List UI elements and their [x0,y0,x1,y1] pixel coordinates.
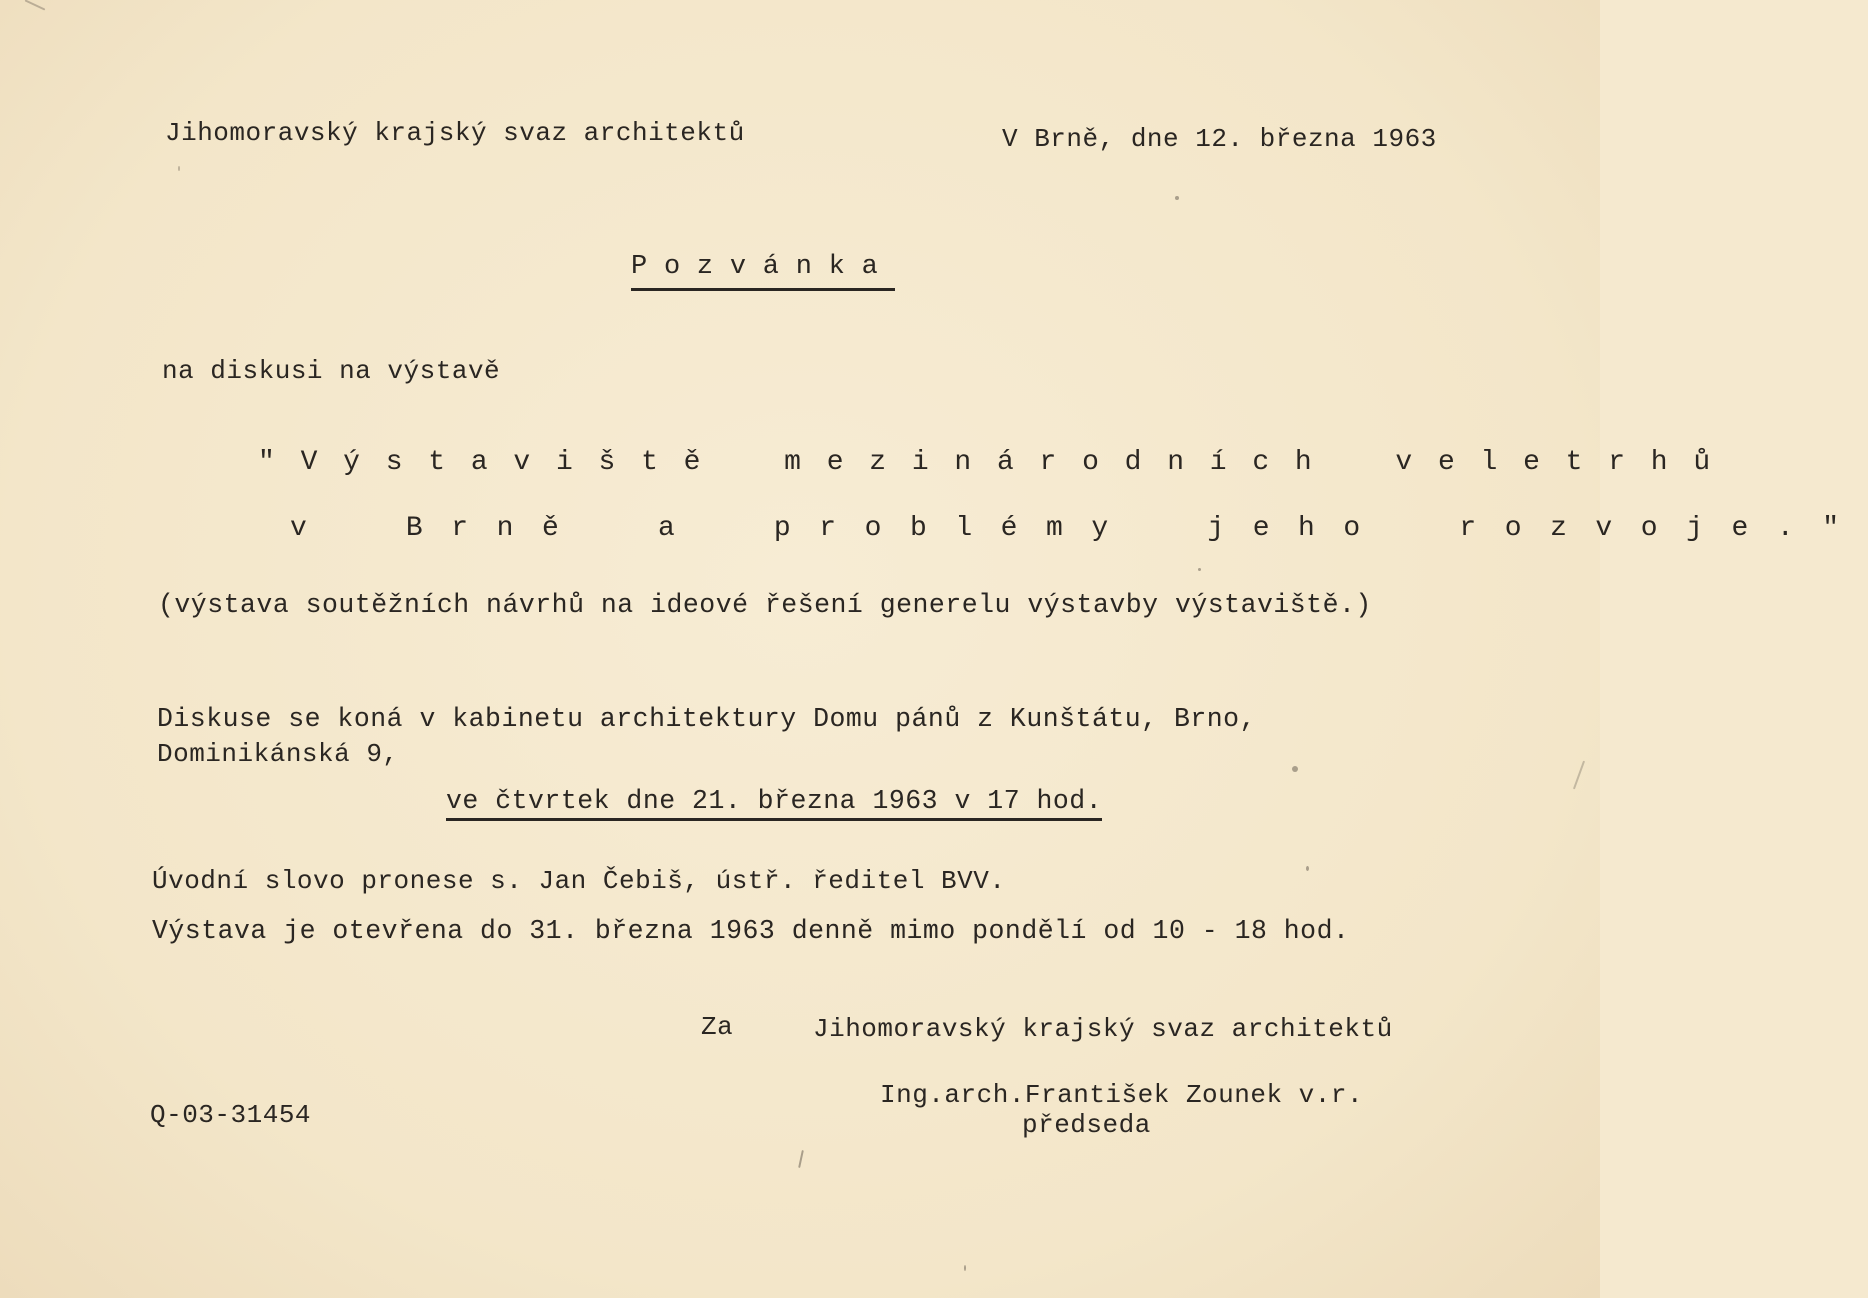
signature-organization: Jihomoravský krajský svaz architektů [813,1014,1393,1044]
paper-speck [1198,568,1201,571]
paper-speck [1573,761,1585,790]
intro-text: na diskusi na výstavě [162,356,501,386]
paper-speck [1306,866,1309,871]
header-place-date: V Brně, dne 12. března 1963 [1002,124,1437,154]
exhibition-title-line2: v Brně a problémy jeho rozvoje." [290,513,1868,544]
exhibition-title-line1: "Výstaviště mezinárodních veletrhů [258,447,1736,478]
paper-speck [178,166,180,171]
paper-speck [25,0,46,11]
signature-za: Za [701,1012,734,1042]
exhibition-hours: Výstava je otevřena do 31. března 1963 denně mimo pondělí od 10 - 18 hod. [152,916,1350,946]
opening-speech: Úvodní slovo pronese s. Jan Čebiš, ústř. ředitel BVV. [152,866,1006,896]
reference-code: Q-03-31454 [150,1100,312,1130]
venue-line1: Diskuse se koná v kabinetu architektury Domu pánů z Kunštátu, Brno, [157,704,1256,734]
paper-speck [964,1265,966,1271]
signatory-name: Ing.arch.František Zounek v.r. [880,1080,1364,1110]
venue-line2: Dominikánská 9, [157,739,399,769]
paper-speck [1292,766,1298,772]
paper-speck [798,1150,804,1168]
document-title: Pozvánka [631,252,895,291]
signatory-role: předseda [1022,1110,1151,1140]
header-organization: Jihomoravský krajský svaz architektů [165,118,745,148]
exhibition-subtitle: (výstava soutěžních návrhů na ideové řešení generelu výstavby výstaviště.) [158,590,1372,620]
event-datetime: ve čtvrtek dne 21. března 1963 v 17 hod. [446,786,1102,821]
paper-speck [1175,196,1179,200]
